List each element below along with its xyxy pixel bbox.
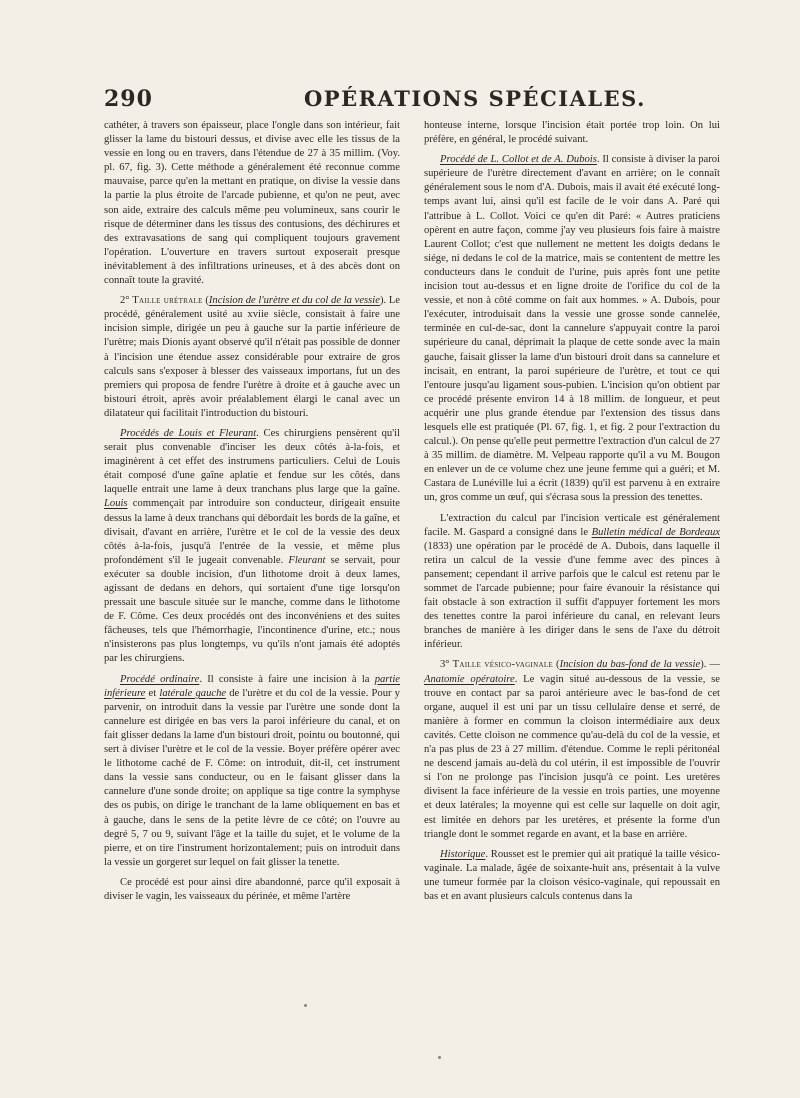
left-text-column <box>104 119 400 910</box>
paragraph-p9 <box>424 658 720 841</box>
print-speck-mark <box>304 1004 307 1007</box>
right-text-column <box>424 119 720 910</box>
body-text: ( <box>553 659 560 671</box>
body-text: . Il consiste à faire une incision à la <box>199 673 375 685</box>
body-text: cathéter, à travers son épaisseur, place l'ongle dans son intérieur, fait glisser la lame du bistouri dessus, et divise avec elle les tissus de la vessie en long ou en travers, dans l'étendue de 27 à 35 millim. (Voy. pl. 67, fig. 3). Cette méthode a généralement été reconnue comme mauvaise, parce qu'en la mettant en pratique, on divise la vessie dans la partie la plus étroite de l'arcade pubienne, et qu'on ne peut, avec son aide, extraire des calculs même peu volumineux, sans courir le risque de déterminer dans les tissus des contusions, des déchirures et des extravasations de sang qui compliquent toujours gravement l'opération. L'ouverture en travers surtout exposerait presque inévitablement à des infiltrations urineuses, et à des abcès dont on connaît toute la gravité. <box>104 120 400 287</box>
paragraph-p1 <box>104 119 400 288</box>
section-heading: Taille vésico-vaginale <box>452 659 553 671</box>
body-text: . Le vagin situé au-dessous de la vessie, se trouve en contact par sa paroi antérieure avec le bas-fond de cet organe, auquel il est uni par un tissu cellulaire dense et serré, de manière à former en commun la cloison intermédiaire aux deux cavités. Cette cloison ne commence qu'au-delà du col de la vessie, et n'a pas plus de 23 à 27 millim. d'étendue. Comme le repli péritonéal ne descend jamais au-delà du col utérin, il est impossible de l'ouvrir si l'on ne prolonge pas l'incision jusqu'à ce point. Les uretères divisent la face inférieure de la vessie en trois parties, une moyenne et deux latérales; la moyenne qui est celle sur laquelle on doit agir, est limitée en dehors par les uretères, et présente la forme d'un triangle dont le sommet regarde en avant, et la base en arrière. <box>424 673 720 840</box>
page-header <box>104 86 740 116</box>
body-text: L'extraction du calcul par l'incision verticale est généralement facile. M. Gaspard a consigné dans le <box>424 512 720 538</box>
body-text: se servait, pour exécuter sa double incision, d'un lithotome droit à deux lames, agissant de dedans en dehors, qui sortaient d'une tige lorsqu'on pressait une bascule située sur le manche, comme dans le lithotome de F. Côme. Ces deux procédés ont des inconvéniens et des suites fâcheuses, tels que l'hémorrhagie, l'incontinence d'urine, etc.; nous n'insisterons pas plus longtemps, vu qu'ils n'ont jamais été adoptés par les chirurgiens. <box>104 554 400 665</box>
emphasis-text: Incision du bas-fond de la vessie <box>559 659 701 671</box>
page-number: 290 <box>104 86 153 112</box>
body-text: . Il consiste à diviser la paroi supérieure de l'urètre directement d'avant en arrière; on le connaît généralement sous le nom d'A. Dubois, mais il avait été exécuté long-temps avant lui, ainsi qu'il est facile de le voir dans A. Paré qui l'attribue à L. Collot. Voici ce qu'en dit Paré: « Autres praticiens opèrent en autre façon, comme j'ay veu plusieurs fois faire à maistre Laurent Collot; c'est que nullement ne mettent les doigts dedans le siége, ni dedans le col de la matrice, mais se contentent de mettre les conducteurs dans le conduit de l'urine, puis après font une petite incision tout au-dessus et en ligne droite de l'orifice du col de la vessie, et non à côté comme on fait aux hommes. » A. Dubois, pour l'exécuter, introduisait dans la vessie une grosse sonde cannelée, terminée en cul-de-sac, dont la cannelure s'appuyait contre la paroi supérieure du canal, déprimait la plaque de cette sonde avec la main gauche, faisait glisser la lame d'un bistouri droit dans sa cannelure et incisait, en entrant, la paroi supérieure de l'urètre, et tout ce qui l'entoure jusqu'au ligament sous-pubien. L'incision qu'on obtient par ce procédé présente environ 14 à 18 millim. de longueur, et peut acquérir une plus grande étendue par l'extension des tissus dans lesquels elle est pratiquée (Pl. 67, fig. 1, et fig. 2 pour l'extraction du calcul.). On pense qu'elle peut permettre l'extraction d'un calcul de 27 à 35 millim. de diamètre. M. Velpeau rapporte qu'il a vu M. Bougon en enlever un de ce volume chez une jeune femme qui a guéri; et M. Castara de Lunéville lui a écrit (1839) qu'il est parvenu à en extraire un, gros comme un œuf, qui s'écrasa sous la pression des tenettes. <box>424 154 720 504</box>
emphasis-text: Bulletin médical de Bordeaux <box>591 526 721 538</box>
body-text: . Rousset est le premier qui ait pratiqué la taille vésico-vaginale. La malade, âgée de soixante-huit ans, présentait à la vulve une tumeur formée par la cloison vésico-vaginale, qui repoussait en bas et en avant plusieurs calculs contenus dans la <box>424 848 720 902</box>
body-text: honteuse interne, lorsque l'incision était portée trop loin. On lui préfère, en général, le procédé suivant. <box>424 120 720 146</box>
paragraph-p7 <box>424 153 720 505</box>
body-text: commençait par introduire son conducteur, dirigeait ensuite dessus la lame à deux tranchans qui débordait les bords de la gaîne, et divisait, d'avant en arrière, l'urètre et le col de la vessie des deux côtés à-la-fois, jusqu'à l'entrée de la vessie, et même plus profondément s'il le jugeait convenable. <box>104 498 400 566</box>
paragraph-p5 <box>104 876 400 904</box>
paragraph-p10 <box>424 848 720 904</box>
body-text: (1833) une opération par le procédé de A. Dubois, dans laquelle il retira un calcul de la vessie d'une femme avec des pinces à pansement; cependant il arrive parfois que le calcul est retenu par le sommet de l'arcade pubienne; pour faire évanouir la résistance qui fait obstacle à son extraction il suffit d'appuyer fortement les mors des tenettes contre la paroi inférieure du canal, en relevant leurs branches de manière à les diriger dans le sens de l'axe du détroit inférieur. <box>424 540 720 651</box>
emphasis-text: Incision de l'urètre et du col de la vessie <box>208 295 380 307</box>
body-text: 3° <box>440 659 453 671</box>
body-text: et <box>145 687 160 699</box>
paragraph-p6 <box>424 119 720 147</box>
body-text: 2° <box>120 295 133 307</box>
section-heading: Taille urétrale <box>132 295 203 307</box>
emphasis-text: Historique <box>440 848 486 860</box>
body-text: ). — <box>700 659 721 671</box>
paragraph-p4 <box>104 673 400 870</box>
body-text: ). Le procédé, généralement usité au xviie siècle, consistait à faire une incision simple, dirigée un peu à gauche sur la partie inférieure de l'urètre; mais Dionis ayant observé qu'il n'était pas possible de donner à l'incision une étendue assez considérable pour extraire de gros calculs sans s'exposer à blesser des vaisseaux importans, fut un des premiers qui proposa de fendre l'urètre à droite et à gauche avec un bistouri étroit, après avoir préalablement élargi le canal avec un dilatateur qui facilitait l'introduction du bistouri. <box>104 295 400 419</box>
emphasis-text: latérale gauche <box>159 687 227 699</box>
emphasis-text: Anatomie opératoire <box>424 673 515 685</box>
emphasis-text: Fleurant <box>288 554 326 566</box>
print-speck-mark <box>438 1056 441 1059</box>
body-text: . Ces chirurgiens pensèrent qu'il serait plus convenable d'inciser les deux côtés à-la-fois, et imaginèrent à cet effet des instrumens particuliers. Celui de Louis était composé d'une gaîne aplatie et fendue sur les côtés, dans laquelle entrait une lame à deux tranchans plus large que la gaîne. <box>104 427 400 496</box>
body-text: Ce procédé est pour ainsi dire abandonné, parce qu'il exposait à diviser le vagin, les vaisseaux du périnée, et même l'artère <box>104 876 400 902</box>
emphasis-text: Procédé de L. Collot et de A. Dubois <box>440 154 597 166</box>
paragraph-p3 <box>104 427 400 667</box>
emphasis-text: Louis <box>104 498 128 510</box>
body-text: ( <box>202 295 209 307</box>
emphasis-text: Procédés de Louis et Fleurant <box>120 427 257 439</box>
running-title: OPÉRATIONS SPÉCIALES. <box>304 86 646 111</box>
paragraph-p2 <box>104 294 400 421</box>
paragraph-p8 <box>424 512 720 653</box>
emphasis-text: partie inférieure <box>104 673 400 699</box>
body-text: de l'urètre et du col de la vessie. Pour y parvenir, on introduit dans la vessie par l'urètre une sonde dont la cannelure est dirigée en bas vers la paroi inférieure du canal, et on fait glisser dedans la lame d'un bistouri droit, pointu ou boutonné, qui sert à diviser l'urètre et le col de la vessie. Boyer préfère opérer avec le lithotome caché de F. Côme: on introduit, dit-il, cet instrument dans la vessie sans conducteur, ou en le faisant glisser dans la cannelure d'une sonde droite; on applique sa tige contre la symphyse des os pubis, on dirige le tranchant de la lame obliquement en bas et à gauche, dans le sens de la petite lèvre de ce côté; on l'ouvre au degré 5, 7 ou 9, suivant l'âge et la taille du sujet, et le volume de la pierre, et on tire l'instrument horizontalement; puis on introduit dans la vessie un gorgeret sur lequel on fait glisser la tenette. <box>104 687 400 868</box>
emphasis-text: Procédé ordinaire <box>120 673 200 685</box>
